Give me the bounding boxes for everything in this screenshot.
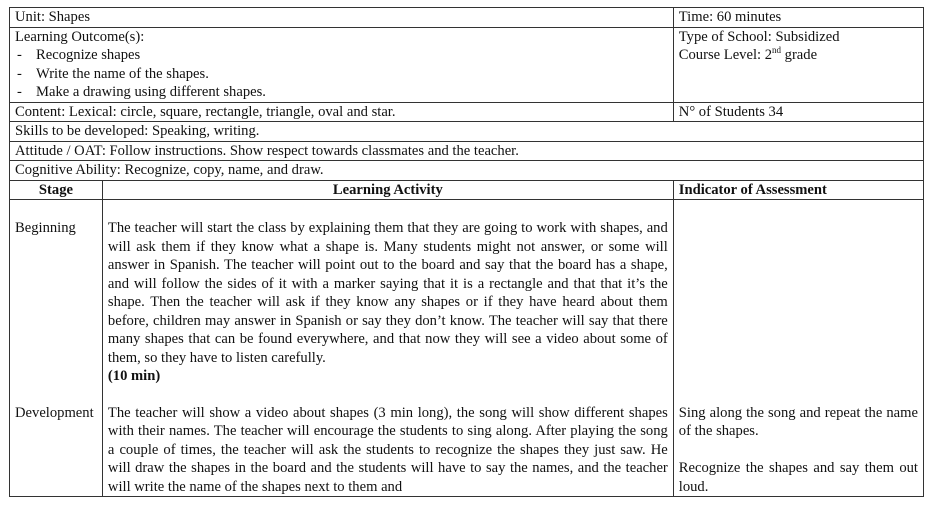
- unit-row: [10, 8, 924, 28]
- stage-name-development: Development: [10, 386, 103, 497]
- course-level: Course Level: 2nd grade: [678, 45, 818, 63]
- stage-row-development: [10, 386, 924, 497]
- content-cell: Content: Lexical: circle, square, rectangle, triangle, oval and star.: [10, 102, 674, 122]
- school-info-cell: [673, 27, 923, 102]
- outcome-item: - Make a drawing using different shapes.: [17, 84, 266, 100]
- stage-row-beginning: [10, 200, 924, 386]
- unit-cell: Unit: Shapes: [10, 8, 674, 28]
- column-header-row: [10, 180, 924, 200]
- stage-column-header: Stage: [10, 180, 103, 200]
- skills-row: [10, 122, 924, 142]
- outcome-item: - Recognize shapes: [17, 47, 141, 63]
- indicator-item: Sing along the song and repeat the name of the shapes.: [678, 404, 918, 439]
- content-row: [10, 102, 924, 122]
- activity-development: The teacher will show a video about shapes (3 min long), the song will show different shapes with their names. The teacher will encourage the students to sing along. After playing the song a couple of times, the teacher will ask the students to recognize the shapes they just saw. He will draw the shapes in the board and the students will have to say the names, and the teacher will write the name of the shapes next to them and: [102, 386, 673, 497]
- time-cell: Time: 60 minutes: [673, 8, 923, 28]
- activity-beginning: The teacher will start the class by explaining them that they are going to work with shapes, and will ask them if they know what a shape is. Many students might not answer, or some will answer in Spanish. The teacher will point out to the board and say that the board has a shape, and will follow the sides of it with a marker saying that it is a rectangle and that that it’s the shape. Then the teacher will ask if they know any shapes or if they have heard about them before, children may answer in Spanish or say they don’t know. The teacher will say that there many shapes that can be found everywhere, and that now they will see a video about some of them, so they have to listen carefully. (10 min): [102, 200, 673, 386]
- outcomes-row: [10, 27, 924, 102]
- indicator-beginning: [673, 200, 923, 386]
- outcomes-label: Learning Outcome(s):: [15, 28, 145, 45]
- indicator-item: Recognize the shapes and say them out loud.: [678, 460, 918, 495]
- indicator-development: [673, 386, 923, 497]
- activity-column-header: Learning Activity: [102, 180, 673, 200]
- indicator-column-header: Indicator of Assessment: [673, 180, 923, 200]
- activity-time: (10 min): [107, 368, 161, 384]
- attitude-row: [10, 141, 924, 161]
- students-cell: N° of Students 34: [673, 102, 923, 122]
- stage-name-beginning: Beginning: [10, 200, 103, 386]
- attitude-cell: Attitude / OAT: Follow instructions. Show respect towards classmates and the teacher.: [10, 141, 924, 161]
- cognitive-row: [10, 161, 924, 181]
- skills-cell: Skills to be developed: Speaking, writing.: [10, 122, 924, 142]
- outcomes-cell: [10, 27, 674, 102]
- cognitive-cell: Cognitive Ability: Recognize, copy, name, and draw.: [10, 161, 924, 181]
- school-type: Type of School: Subsidized: [678, 28, 840, 45]
- lesson-plan-table: [9, 7, 924, 497]
- outcomes-list: [15, 46, 668, 102]
- outcome-item: - Write the name of the shapes.: [17, 65, 209, 82]
